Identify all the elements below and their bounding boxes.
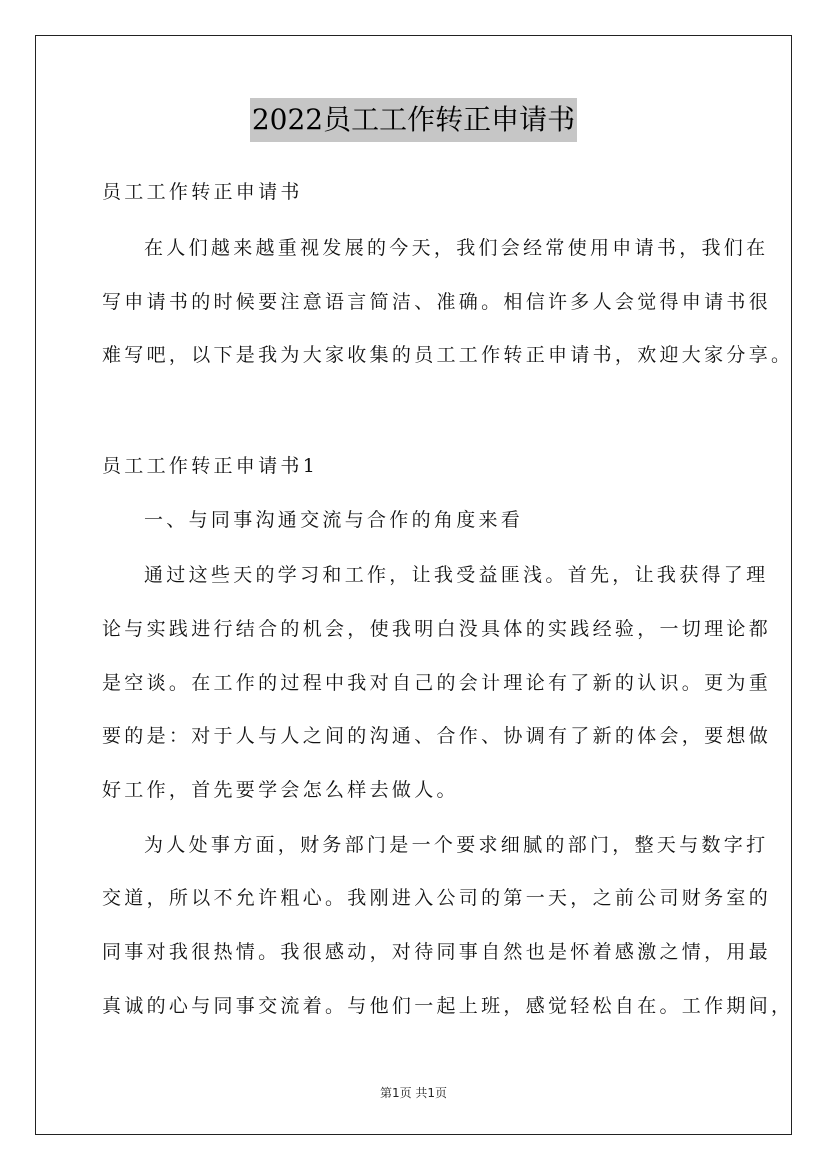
paragraph-line: 是空谈。在工作的过程中我对自己的会计理论有了新的认识。更为重 <box>102 672 772 694</box>
paragraph-line: 真诚的心与同事交流着。与他们一起上班，感觉轻松自在。工作期间， <box>102 995 794 1017</box>
subsection-heading: 一、与同事沟通交流与合作的角度来看 <box>144 509 524 531</box>
paragraph-line: 要的是：对于人与人之间的沟通、合作、协调有了新的体会，要想做 <box>102 725 772 747</box>
paragraph-line: 通过这些天的学习和工作，让我受益匪浅。首先，让我获得了理 <box>144 564 769 586</box>
document-title: 2022员工工作转正申请书 <box>250 98 577 142</box>
paragraph-line: 同事对我很热情。我很感动，对待同事自然也是怀着感激之情，用最 <box>102 941 772 963</box>
section-heading: 员工工作转正申请书1 <box>102 455 319 477</box>
paragraph-line: 交道，所以不允许粗心。我刚进入公司的第一天，之前公司财务室的 <box>102 887 772 909</box>
paragraph-line: 写申请书的时候要注意语言简洁、准确。相信许多人会觉得申请书很 <box>102 291 772 313</box>
paragraph-line: 论与实践进行结合的机会，使我明白没具体的实践经验，一切理论都 <box>102 618 772 640</box>
title-container <box>0 98 827 142</box>
paragraph-line: 在人们越来越重视发展的今天，我们会经常使用申请书，我们在 <box>144 237 769 259</box>
page-footer: 第1页 共1页 <box>379 1086 448 1100</box>
section-heading: 员工工作转正申请书 <box>102 181 303 203</box>
paragraph-line: 难写吧，以下是我为大家收集的员工工作转正申请书，欢迎大家分享。 <box>102 344 794 366</box>
paragraph-line: 为人处事方面，财务部门是一个要求细腻的部门，整天与数字打 <box>144 834 769 856</box>
paragraph-line: 好工作，首先要学会怎么样去做人。 <box>102 779 459 801</box>
